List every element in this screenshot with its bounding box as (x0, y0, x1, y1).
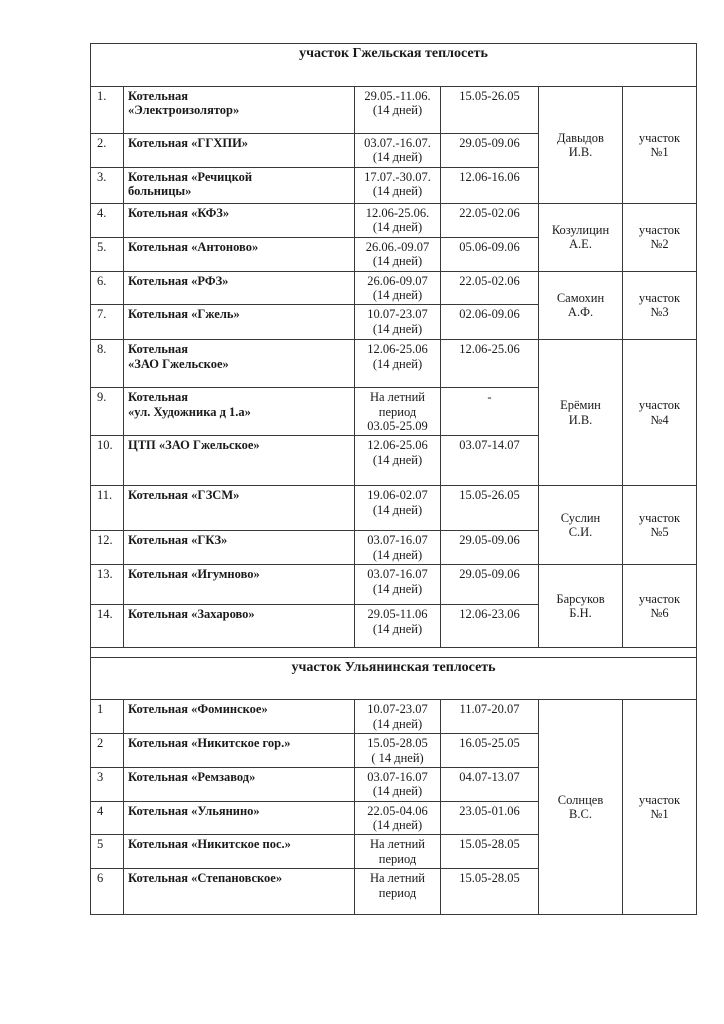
boiler-name (124, 767, 355, 801)
test-period: 29.05-09.06 (441, 565, 539, 605)
repair-period-line: период (378, 851, 417, 866)
repair-period (355, 134, 441, 168)
boiler-name-line: «ул. Художника д 1.а» (128, 404, 251, 419)
table-row (91, 340, 697, 388)
responsible-person (539, 271, 623, 340)
boiler-name (124, 388, 355, 436)
area-number (623, 565, 697, 648)
repair-period-line: (14 дней) (372, 253, 423, 268)
test-period: 02.06-09.06 (441, 305, 539, 340)
row-number: 4. (91, 203, 124, 237)
test-period: 29.05-09.06 (441, 134, 539, 168)
test-period: 16.05-25.05 (441, 734, 539, 768)
row-number: 1. (91, 87, 124, 134)
boiler-name-line: Котельная «Ульянино» (128, 803, 260, 818)
repair-period-line: 03.07-16.07 (367, 567, 428, 582)
boiler-name (124, 167, 355, 203)
repair-period (355, 565, 441, 605)
boiler-name-line: Котельная (128, 342, 189, 357)
area-number-line: участок (638, 510, 681, 525)
section-spacer-row (91, 648, 697, 658)
repair-period-line: 19.06-02.07 (367, 488, 428, 503)
repair-period-line: 15.05-28.05 (367, 736, 428, 751)
repair-period-line: 29.05-11.06 (367, 607, 428, 622)
repair-period (355, 605, 441, 648)
repair-period-line: период (378, 885, 417, 900)
boiler-name-line: Котельная «ГКЗ» (128, 533, 228, 548)
repair-period-line: 12.06-25.06 (367, 438, 428, 453)
boiler-name-line: Котельная «Антоново» (128, 239, 259, 254)
repair-period-line: 03.07-16.07 (367, 533, 428, 548)
boiler-name-line: Котельная «КФЗ» (128, 205, 230, 220)
area-number-line: участок (638, 130, 681, 145)
section-spacer-cell (91, 648, 697, 658)
boiler-name (124, 486, 355, 531)
test-period: 15.05-28.05 (441, 869, 539, 915)
repair-period-line: 29.05.-11.06. (364, 89, 431, 103)
repair-period-line: 12.06-25.06. (365, 205, 430, 220)
boiler-name (124, 835, 355, 869)
responsible-person-line: И.В. (568, 412, 593, 427)
area-number-line: №2 (650, 237, 669, 252)
test-period: 23.05-01.06 (441, 801, 539, 835)
responsible-person-line: Барсуков (556, 591, 605, 606)
boiler-name-line: Котельная «Степановское» (128, 871, 283, 886)
row-number: 1 (91, 700, 124, 734)
responsible-person-line: Солнцев (557, 792, 604, 807)
repair-period (355, 340, 441, 388)
table-row (91, 565, 697, 605)
repair-period (355, 167, 441, 203)
test-period: 04.07-13.07 (441, 767, 539, 801)
row-number: 3 (91, 767, 124, 801)
boiler-name (124, 271, 355, 305)
repair-period-line: На летний (369, 871, 426, 886)
area-number (623, 340, 697, 486)
boiler-name (124, 340, 355, 388)
area-number-line: участок (638, 792, 681, 807)
repair-period-line: (14 дней) (372, 581, 423, 596)
test-period: 12.06-23.06 (441, 605, 539, 648)
test-period: 29.05-09.06 (441, 531, 539, 565)
row-number: 9. (91, 388, 124, 436)
table-row (91, 87, 697, 134)
area-number-line: №5 (650, 525, 669, 540)
boiler-name-line: Котельная (128, 390, 189, 405)
repair-period-line: (14 дней) (372, 220, 423, 235)
test-period: 05.06-09.06 (441, 237, 539, 271)
test-period: - (441, 388, 539, 436)
row-number: 5 (91, 835, 124, 869)
repair-period-line: (14 дней) (372, 784, 423, 799)
responsible-person (539, 700, 623, 915)
repair-period (355, 531, 441, 565)
boiler-name-line: Котельная «Ремзавод» (128, 769, 256, 784)
repair-period (355, 305, 441, 340)
repair-period-line: (14 дней) (372, 184, 423, 199)
repair-period (355, 869, 441, 915)
row-number: 12. (91, 531, 124, 565)
responsible-person-line: А.Ф. (567, 305, 594, 320)
boiler-name-line: Котельная (128, 89, 189, 103)
boiler-name-line: Котельная «ГЗСМ» (128, 488, 240, 503)
row-number: 7. (91, 305, 124, 340)
boiler-name-line: ЦТП «ЗАО Гжельское» (128, 438, 260, 453)
repair-period-line: 03.05-25.09 (367, 419, 428, 433)
boiler-name-line: Котельная «Речицкой (128, 169, 253, 184)
boiler-name-line: Котельная «Захарово» (128, 607, 255, 622)
boiler-name (124, 134, 355, 168)
responsible-person-line: С.И. (568, 525, 593, 540)
area-number-line: №1 (650, 807, 669, 822)
repair-period-line: (14 дней) (372, 818, 423, 832)
test-period: 15.05-26.05 (441, 486, 539, 531)
row-number: 2. (91, 134, 124, 168)
repair-period-line: (14 дней) (372, 547, 423, 562)
boiler-name (124, 436, 355, 486)
boiler-name-line: «ЗАО Гжельское» (128, 356, 229, 371)
repair-period (355, 486, 441, 531)
row-number: 8. (91, 340, 124, 388)
repair-period (355, 203, 441, 237)
repair-period (355, 734, 441, 768)
repair-period-line: 03.07.-16.07. (364, 136, 431, 150)
area-number-line: №6 (650, 606, 669, 621)
repair-period-line: На летний (369, 837, 426, 852)
repair-period-line: 22.05-04.06 (367, 803, 428, 818)
responsible-person (539, 87, 623, 204)
area-number-line: №1 (650, 144, 669, 159)
boiler-name-line: Котельная «Гжель» (128, 307, 240, 322)
area-number (623, 203, 697, 271)
area-number-line: участок (638, 398, 681, 413)
boiler-name (124, 87, 355, 134)
schedule-table (90, 43, 697, 915)
responsible-person (539, 203, 623, 271)
repair-period-line: (14 дней) (372, 502, 423, 517)
responsible-person (539, 565, 623, 648)
area-number (623, 271, 697, 340)
row-number: 6 (91, 869, 124, 915)
repair-period (355, 700, 441, 734)
boiler-name-line: Котельная «ГГХПИ» (128, 136, 249, 150)
row-number: 10. (91, 436, 124, 486)
repair-period-line: 10.07-23.07 (367, 702, 428, 717)
test-period: 03.07-14.07 (441, 436, 539, 486)
area-number (623, 486, 697, 565)
row-number: 11. (91, 486, 124, 531)
boiler-name (124, 531, 355, 565)
responsible-person-line: В.С. (569, 807, 592, 822)
repair-period-line: период (378, 404, 417, 419)
repair-period (355, 87, 441, 134)
responsible-person-line: Суслин (560, 510, 601, 525)
test-period: 12.06-25.06 (441, 340, 539, 388)
repair-period-line: (14 дней) (372, 716, 423, 731)
repair-period (355, 436, 441, 486)
repair-period (355, 388, 441, 436)
area-number-line: участок (638, 291, 681, 305)
section-title: участок Гжельская теплосеть (91, 44, 697, 87)
repair-period (355, 237, 441, 271)
boiler-name-line: Котельная «РФЗ» (128, 273, 229, 288)
responsible-person-line: А.Е. (569, 237, 592, 252)
boiler-name (124, 700, 355, 734)
row-number: 4 (91, 801, 124, 835)
boiler-name-line: Котельная «Никитское пос.» (128, 837, 291, 852)
repair-period-line: 03.07-16.07 (367, 769, 428, 784)
row-number: 13. (91, 565, 124, 605)
table-row (91, 271, 697, 305)
repair-period-line: (14 дней) (372, 621, 423, 636)
section-header-row (91, 658, 697, 700)
repair-period-line: (14 дней) (372, 321, 423, 336)
repair-period-line: ( 14 дней) (371, 750, 424, 765)
repair-period-line: (14 дней) (372, 103, 423, 118)
row-number: 5. (91, 237, 124, 271)
area-number (623, 87, 697, 204)
row-number: 14. (91, 605, 124, 648)
area-number-line: участок (638, 222, 681, 237)
repair-period-line: (14 дней) (372, 356, 423, 371)
row-number: 6. (91, 271, 124, 305)
repair-period-line: 17.07.-30.07. (364, 169, 431, 184)
boiler-name (124, 203, 355, 237)
boiler-name (124, 237, 355, 271)
boiler-name (124, 605, 355, 648)
repair-period (355, 835, 441, 869)
repair-period-line: 26.06-09.07 (367, 273, 428, 288)
row-number: 3. (91, 167, 124, 203)
area-number-line: №4 (650, 412, 669, 427)
repair-period-line: (14 дней) (372, 452, 423, 467)
responsible-person (539, 486, 623, 565)
area-number (623, 700, 697, 915)
repair-period (355, 271, 441, 305)
responsible-person-line: Б.Н. (569, 606, 592, 621)
boiler-name-line: больницы» (128, 184, 192, 199)
repair-period-line: На летний (369, 390, 426, 405)
boiler-name (124, 869, 355, 915)
row-number: 2 (91, 734, 124, 768)
area-number-line: участок (638, 591, 681, 606)
table-row (91, 486, 697, 531)
boiler-name (124, 565, 355, 605)
responsible-person-line: Козулицин (551, 222, 610, 237)
test-period: 11.07-20.07 (441, 700, 539, 734)
schedule-table-body (91, 44, 697, 915)
table-row (91, 203, 697, 237)
repair-period-line: 26.06.-09.07 (365, 239, 430, 254)
boiler-name (124, 305, 355, 340)
boiler-name-line: «Электроизолятор» (128, 103, 240, 118)
boiler-name (124, 801, 355, 835)
test-period: 15.05-26.05 (441, 87, 539, 134)
boiler-name-line: Котельная «Никитское гор.» (128, 736, 291, 751)
responsible-person-line: Давыдов (557, 130, 604, 145)
area-number-line: №3 (650, 305, 669, 320)
repair-period-line: (14 дней) (372, 287, 423, 302)
test-period: 22.05-02.06 (441, 203, 539, 237)
responsible-person-line: И.В. (568, 144, 593, 159)
boiler-name-line: Котельная «Фоминское» (128, 702, 268, 717)
responsible-person-line: Самохин (556, 291, 605, 305)
boiler-name-line: Котельная «Игумново» (128, 567, 260, 582)
section-title: участок Ульянинская теплосеть (91, 658, 697, 700)
test-period: 12.06-16.06 (441, 167, 539, 203)
table-row (91, 700, 697, 734)
test-period: 22.05-02.06 (441, 271, 539, 305)
repair-period-line: (14 дней) (372, 150, 423, 165)
test-period: 15.05-28.05 (441, 835, 539, 869)
section-header-row (91, 44, 697, 87)
responsible-person (539, 340, 623, 486)
responsible-person-line: Ерёмин (560, 398, 601, 413)
repair-period (355, 767, 441, 801)
repair-period (355, 801, 441, 835)
repair-period-line: 12.06-25.06 (367, 342, 428, 357)
boiler-name (124, 734, 355, 768)
repair-period-line: 10.07-23.07 (367, 307, 428, 322)
